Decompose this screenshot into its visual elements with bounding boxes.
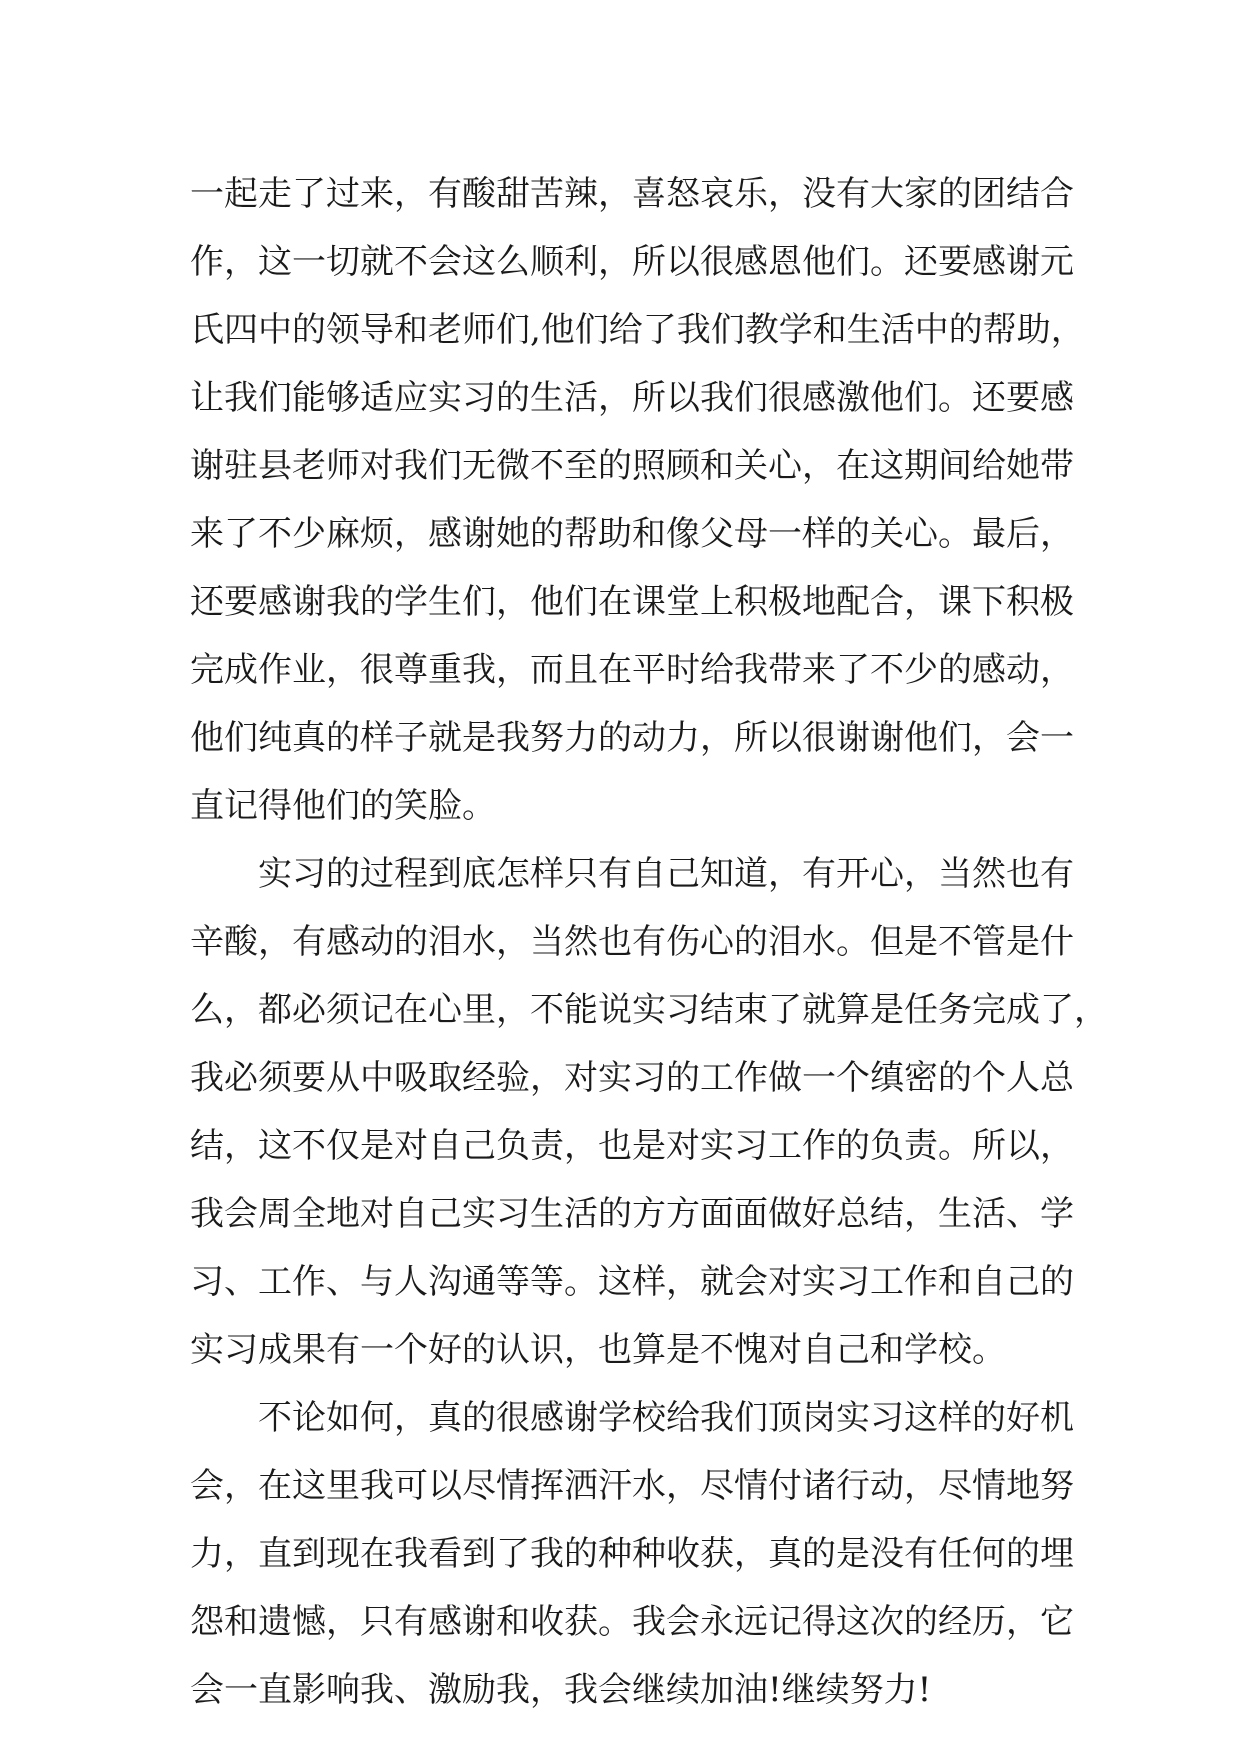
text-line: 还要感谢我的学生们，他们在课堂上积极地配合，课下积极 [190,582,1074,622]
text-line: 来了不少麻烦，感谢她的帮助和像父母一样的关心。最后， [190,514,1074,554]
text-line: 让我们能够适应实习的生活，所以我们很感激他们。还要感 [190,378,1074,418]
text-line: 习、工作、与人沟通等等。这样，就会对实习工作和自己的 [190,1262,1074,1302]
text-line: 氏四中的领导和老师们,他们给了我们教学和生活中的帮助， [190,310,1085,350]
text-line: 直记得他们的笑脸。 [190,786,496,826]
text-line: 会一直影响我、激励我，我会继续加油!继续努力! [190,1670,932,1710]
text-line: 完成作业，很尊重我，而且在平时给我带来了不少的感动， [190,650,1074,690]
text-line: 怨和遗憾，只有感谢和收获。我会永远记得这次的经历，它 [190,1602,1074,1642]
text-line: 辛酸，有感动的泪水，当然也有伤心的泪水。但是不管是什 [190,922,1074,962]
text-line: 力，直到现在我看到了我的种种收获，真的是没有任何的埋 [190,1534,1074,1574]
paragraph-first-line: 实习的过程到底怎样只有自己知道，有开心，当然也有 [258,854,1074,894]
text-line: 谢驻县老师对我们无微不至的照顾和关心，在这期间给她带 [190,446,1074,486]
text-line: 他们纯真的样子就是我努力的动力，所以很谢谢他们，会一 [190,718,1074,758]
text-line: 作，这一切就不会这么顺利，所以很感恩他们。还要感谢元 [190,242,1074,282]
text-line: 会，在这里我可以尽情挥洒汗水，尽情付诸行动，尽情地努 [190,1466,1074,1506]
text-line: 我必须要从中吸取经验，对实习的工作做一个缜密的个人总 [190,1058,1074,1098]
text-line: 一起走了过来，有酸甜苦辣，喜怒哀乐，没有大家的团结合 [190,174,1074,214]
document-body [190,160,1108,1724]
text-line: 我会周全地对自己实习生活的方方面面做好总结，生活、学 [190,1194,1074,1234]
text-line: 么，都必须记在心里，不能说实习结束了就算是任务完成了， [190,990,1108,1030]
paragraph-first-line: 不论如何，真的很感谢学校给我们顶岗实习这样的好机 [258,1398,1074,1438]
text-line: 结，这不仅是对自己负责，也是对实习工作的负责。所以， [190,1126,1074,1166]
text-line: 实习成果有一个好的认识，也算是不愧对自己和学校。 [190,1330,1006,1370]
